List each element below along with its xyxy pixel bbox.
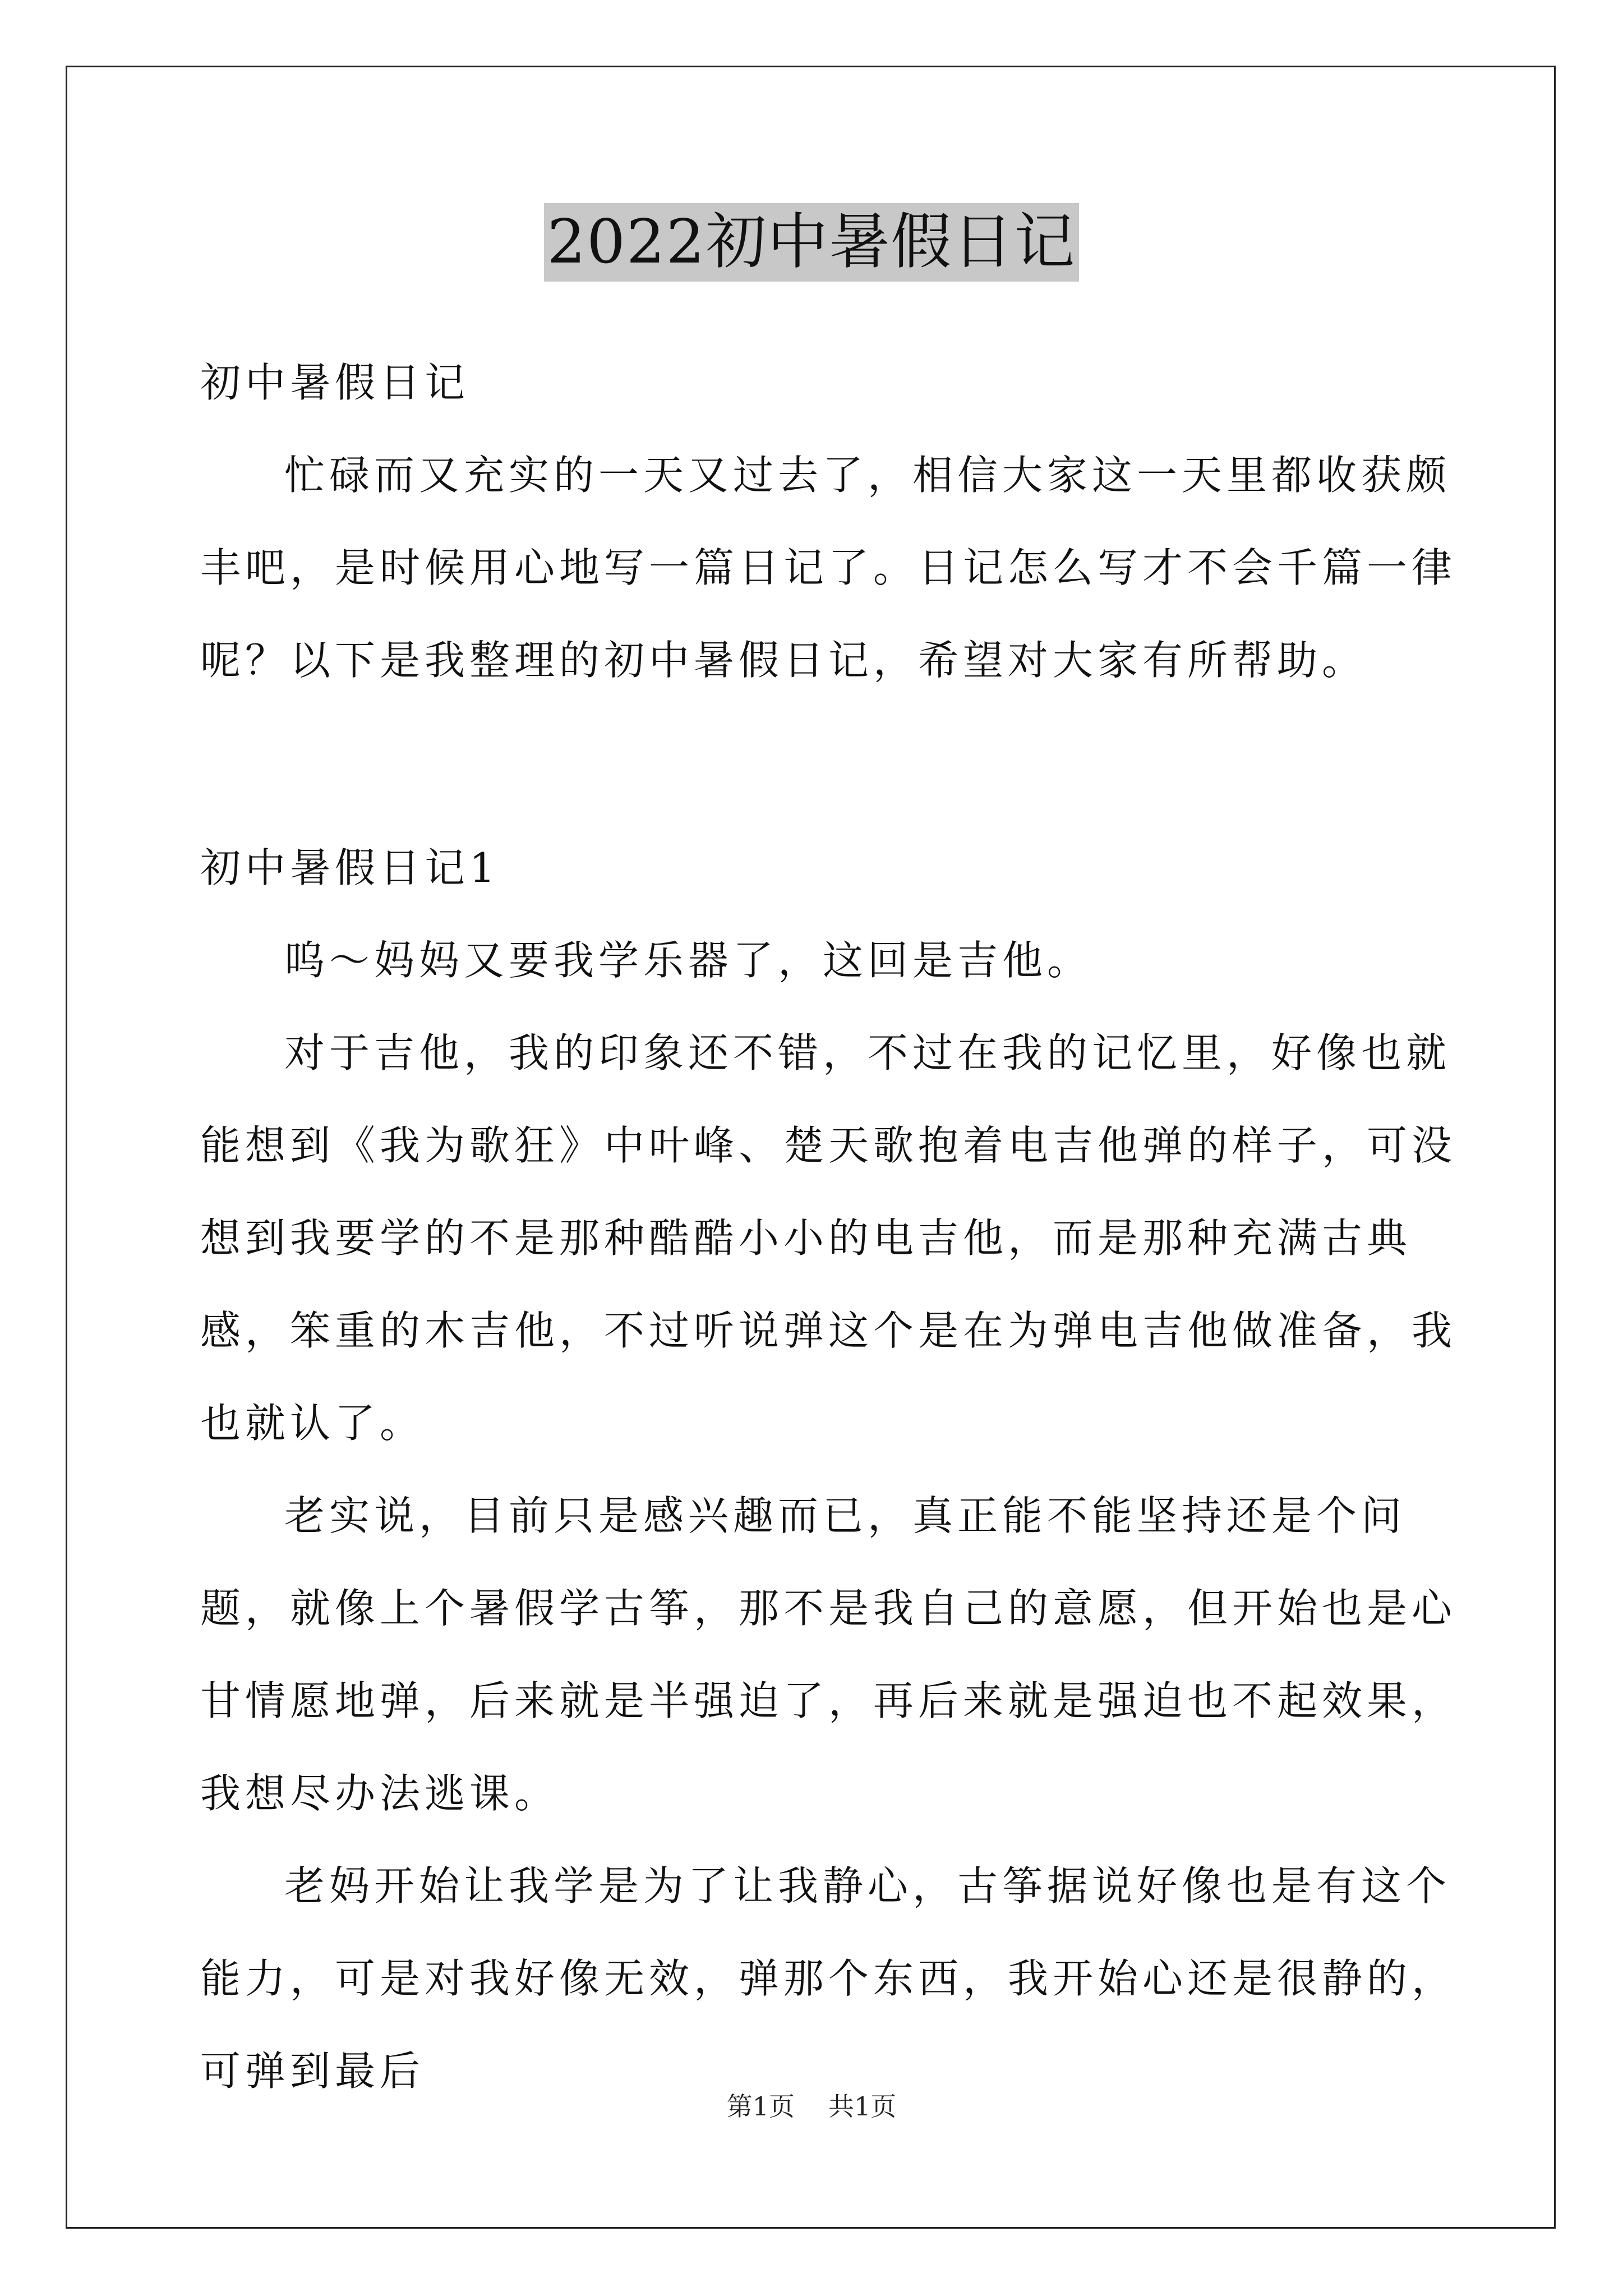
page-footer	[0, 2090, 1623, 2123]
body-paragraph: 呜～妈妈又要我学乐器了，这回是吉他。	[284, 937, 1092, 984]
document-title: 2022初中暑假日记	[544, 203, 1080, 282]
page-number: 第1页	[726, 2091, 795, 2122]
title-container	[0, 203, 1623, 282]
document-body	[200, 337, 1462, 2118]
intro-heading: 初中暑假日记	[200, 359, 470, 406]
intro-paragraph: 忙碌而又充实的一天又过去了，相信大家这一天里都收获颇丰吧，是时候用心地写一篇日记了。日记怎么写才不会千篇一律呢？以下是我整理的初中暑假日记，希望对大家有所帮助。	[200, 452, 1457, 684]
page-total: 共1页	[828, 2091, 897, 2122]
body-paragraph: 老妈开始让我学是为了让我静心，古筝据说好像也是有这个能力，可是对我好像无效，弹那个东西，我开始心还是很静的，可弹到最后	[200, 1862, 1457, 2095]
body-paragraph: 老实说，目前只是感兴趣而已，真正能不能坚持还是个问题，就像上个暑假学古筝，那不是我自己的意愿，但开始也是心甘情愿地弹，后来就是半强迫了，再后来就是强迫也不起效果，我想尽办法逃课。	[200, 1492, 1457, 1817]
section-heading: 初中暑假日记1	[200, 844, 500, 891]
body-paragraph: 对于吉他，我的印象还不错，不过在我的记忆里，好像也就能想到《我为歌狂》中叶峰、楚天歌抱着电吉他弹的样子，可没想到我要学的不是那种酷酷小小的电吉他，而是那种充满古典感，笨重的木吉他，不过听说弹这个是在为弹电吉他做准备，我也就认了。	[200, 1029, 1457, 1447]
